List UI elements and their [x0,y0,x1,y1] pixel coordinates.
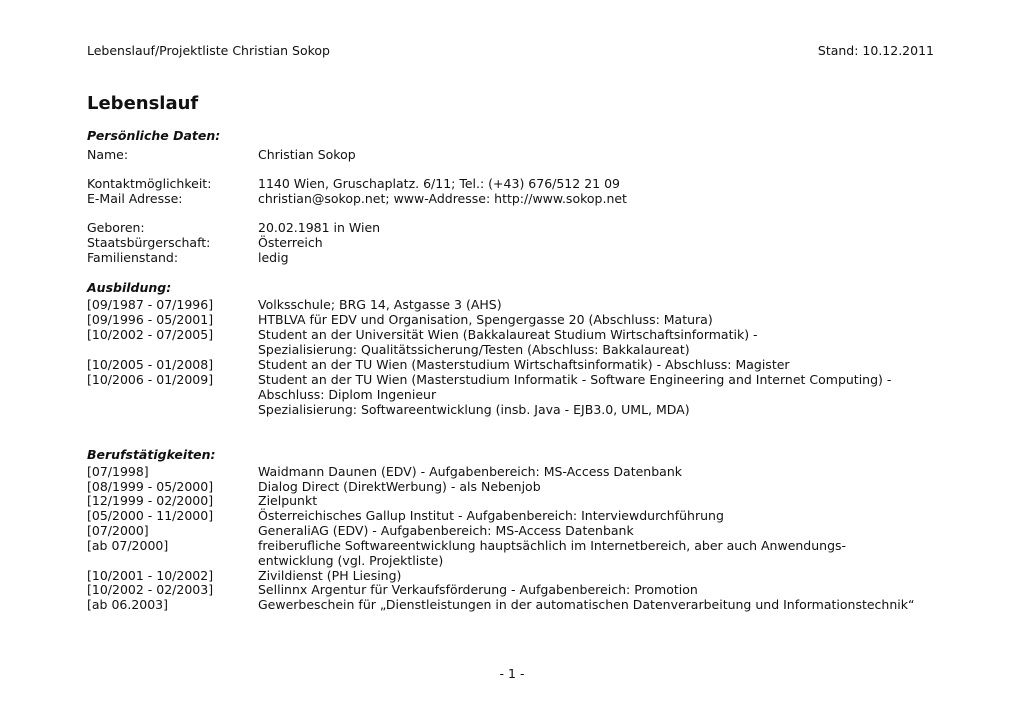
education-row-label: [09/1987 - 07/1996] [87,297,214,312]
work-row-value [258,524,634,539]
section-heading-education: Ausbildung: [87,280,172,295]
work-row-value-line: entwicklung (vgl. Projektliste) [258,552,444,568]
education-row-value-line: Abschluss: Diplom Ingenieur [258,386,437,402]
education-row-label: [10/2005 - 01/2008] [87,357,214,372]
personal-row-value [258,251,289,266]
work-row-value-line: Zivildienst (PH Liesing) [258,568,402,583]
personal-row-value-line: Österreich [258,235,323,250]
work-row-value-line: freiberufliche Softwareentwicklung hauptsächlich im Internetbereich, aber auch Anwendungs- [258,538,847,553]
personal-row-label: Familienstand: [87,250,179,265]
education-row-value [258,313,713,328]
education-row-value [258,373,891,417]
personal-row-value [258,177,620,192]
education-row-label: [10/2002 - 07/2005] [87,327,214,342]
work-row-value-line: Österreichisches Gallup Institut - Aufgabenbereich: Interviewdurchführung [258,508,724,523]
page-title: Lebenslauf [87,93,199,114]
work-row-label: [10/2001 - 10/2002] [87,568,214,583]
work-row-value-line: Gewerbeschein für „Dienstleistungen in der automatischen Datenverarbeitung und Informationstechnik“ [258,597,915,612]
work-row-value [258,465,682,480]
section-heading-personal: Persönliche Daten: [87,128,221,143]
personal-row-value-line: 20.02.1981 in Wien [258,220,381,235]
personal-row-label: Kontaktmöglichkeit: [87,176,212,191]
personal-row-value-line: 1140 Wien, Gruschaplatz. 6/11; Tel.: (+43) 676/512 21 09 [258,176,620,191]
personal-row-value [258,192,627,207]
work-row-value-line: GeneraliAG (EDV) - Aufgabenbereich: MS-Access Datenbank [258,523,634,538]
education-row-value-line: Volksschule; BRG 14, Astgasse 3 (AHS) [258,297,502,312]
work-row-label: [12/1999 - 02/2000] [87,493,214,508]
personal-row-value [258,221,380,236]
header-date: Stand: 10.12.2011 [817,43,934,58]
personal-row-label: E-Mail Adresse: [87,191,183,206]
education-row-value [258,328,758,358]
education-row-value [258,358,790,373]
work-row-value [258,509,724,524]
education-row-label: [09/1996 - 05/2001] [87,312,214,327]
education-row-value-line: Student an der TU Wien (Masterstudium Wirtschaftsinformatik) - Abschluss: Magister [258,357,790,372]
work-row-label: [ab 06.2003] [87,597,169,612]
work-row-value-line: Dialog Direct (DirektWerbung) - als Nebenjob [258,479,541,494]
work-row-label: [ab 07/2000] [87,538,169,553]
personal-row-value [258,148,356,163]
education-row-value-line: Spezialisierung: Softwareentwicklung (insb. Java - EJB3.0, UML, MDA) [258,401,690,417]
work-row-value [258,598,914,613]
education-row-label: [10/2006 - 01/2009] [87,372,214,387]
work-row-value-line: Waidmann Daunen (EDV) - Aufgabenbereich: MS-Access Datenbank [258,464,682,479]
education-row-value-line: Spezialisierung: Qualitätssicherung/Testen (Abschluss: Bakkalaureat) [258,341,690,357]
personal-row-label: Staatsbürgerschaft: [87,235,211,250]
work-row-value [258,539,846,569]
work-row-label: [07/2000] [87,523,149,538]
personal-row-value-line: christian@sokop.net; www-Addresse: http://www.sokop.net [258,191,627,206]
work-row-value [258,583,698,598]
work-row-value [258,494,317,509]
personal-row-value-line: ledig [258,250,289,265]
personal-row-value-line: Christian Sokop [258,147,356,162]
education-row-value-line: HTBLVA für EDV und Organisation, Spengergasse 20 (Abschluss: Matura) [258,312,713,327]
work-row-label: [08/1999 - 05/2000] [87,479,214,494]
header-title: Lebenslauf/Projektliste Christian Sokop [87,43,330,58]
section-heading-work: Berufstätigkeiten: [87,447,216,462]
work-row-value-line: Zielpunkt [258,493,318,508]
work-row-value-line: Sellinnx Argentur für Verkaufsförderung - Aufgabenbereich: Promotion [258,582,698,597]
education-row-value-line: Student an der Universität Wien (Bakkalaureat Studium Wirtschaftsinformatik) - [258,327,758,342]
work-row-label: [05/2000 - 11/2000] [87,508,214,523]
work-row-label: [07/1998] [87,464,149,479]
page-number: - 1 - [499,666,525,681]
personal-row-label: Name: [87,147,129,162]
education-row-value-line: Student an der TU Wien (Masterstudium Informatik - Software Engineering and Internet Computing) - [258,372,892,387]
work-row-label: [10/2002 - 02/2003] [87,582,214,597]
personal-row-label: Geboren: [87,220,145,235]
education-row-value [258,298,502,313]
personal-row-value [258,236,323,251]
